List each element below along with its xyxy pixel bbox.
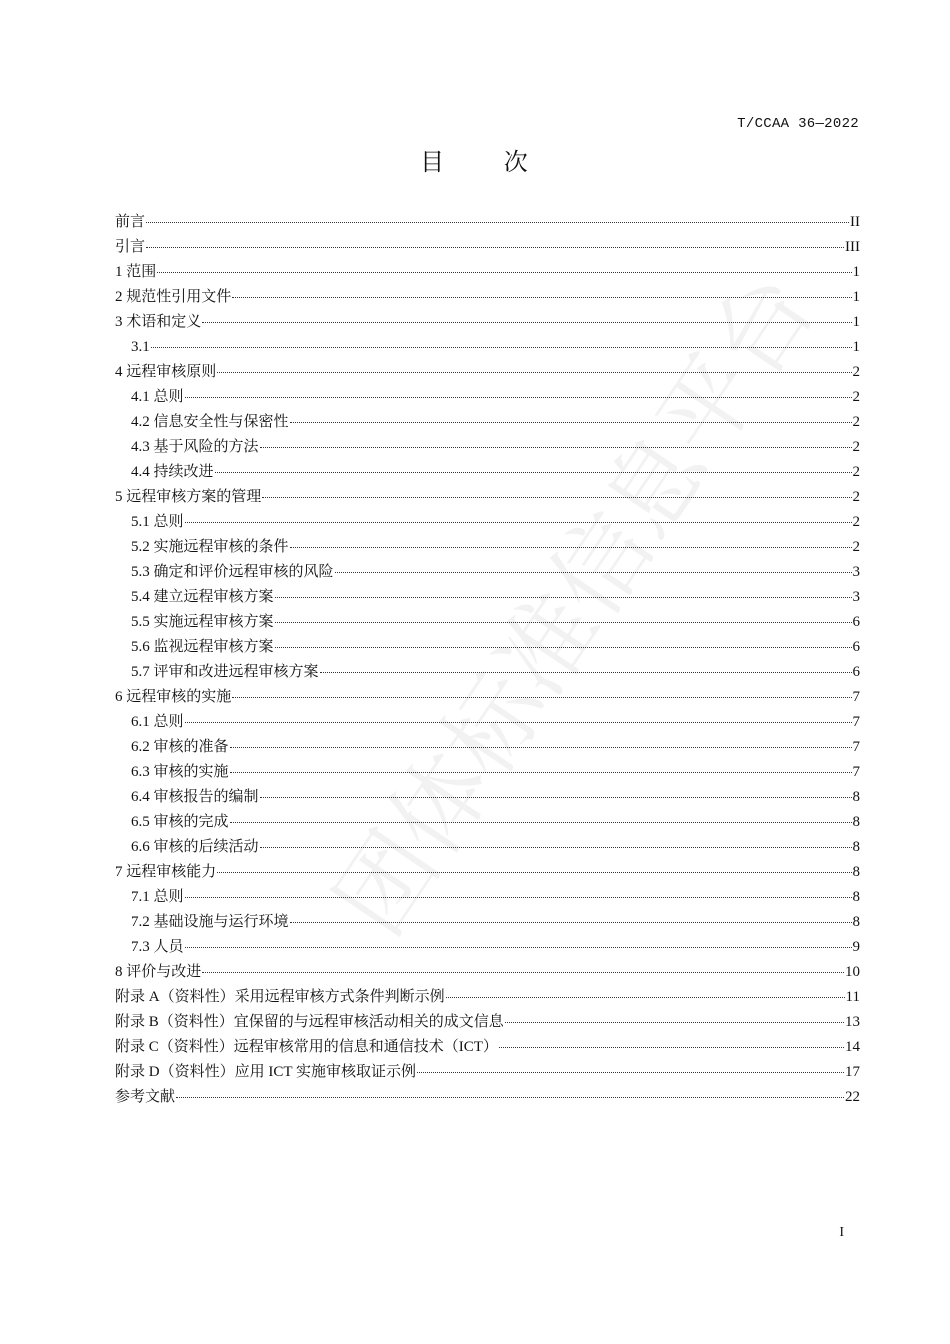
toc-entry-label: 3 术语和定义 (115, 314, 202, 330)
toc-entry-page: 22 (845, 1089, 860, 1105)
dot-leader (260, 846, 852, 848)
toc-entry-label: 7.1 总则 (131, 889, 184, 905)
dot-leader (275, 621, 852, 623)
toc-entry[interactable] (115, 360, 860, 385)
toc-entry[interactable] (115, 335, 860, 360)
standard-code: T/CCAA 36—2022 (737, 116, 859, 132)
toc-entry-page: 10 (845, 964, 860, 980)
toc-entry[interactable] (115, 660, 860, 685)
toc-entry-page: 1 (852, 314, 860, 330)
dot-leader (260, 796, 852, 798)
toc-entry-label: 6 远程审核的实施 (115, 689, 232, 705)
toc-entry[interactable] (115, 1060, 860, 1085)
dot-leader (230, 821, 852, 823)
toc-entry-page: III (845, 239, 860, 255)
dot-leader (275, 596, 852, 598)
dot-leader (260, 446, 852, 448)
dot-leader (185, 396, 852, 398)
toc-entry-label: 7.2 基础设施与运行环境 (131, 914, 289, 930)
toc-entry-label: 附录 B（资料性）宜保留的与远程审核活动相关的成文信息 (115, 1014, 504, 1030)
toc-entry[interactable] (115, 1035, 860, 1060)
toc-entry-label: 4.1 总则 (131, 389, 184, 405)
toc-entry[interactable] (115, 310, 860, 335)
toc-entry-label: 8 评价与改进 (115, 964, 202, 980)
dot-leader (146, 246, 844, 248)
dot-leader (275, 646, 852, 648)
toc-entry-page: 7 (852, 739, 860, 755)
toc-entry-page: 9 (852, 939, 860, 955)
toc-entry-page: 1 (852, 264, 860, 280)
toc-entry[interactable] (115, 210, 860, 235)
toc-entry[interactable] (115, 785, 860, 810)
toc-entry[interactable] (115, 560, 860, 585)
dot-leader (290, 546, 852, 548)
dot-leader (202, 971, 844, 973)
dot-leader (232, 296, 851, 298)
toc-entry-page: 8 (852, 839, 860, 855)
toc-entry[interactable] (115, 485, 860, 510)
toc-entry-page: 17 (845, 1064, 860, 1080)
toc-entry[interactable] (115, 985, 860, 1010)
toc-entry-page: 8 (852, 889, 860, 905)
toc-entry-page: 7 (852, 689, 860, 705)
dot-leader (232, 696, 851, 698)
toc-entry[interactable] (115, 285, 860, 310)
toc-entry-page: 8 (852, 789, 860, 805)
toc-entry[interactable] (115, 235, 860, 260)
toc-entry[interactable] (115, 710, 860, 735)
toc-entry-label: 7.3 人员 (131, 939, 184, 955)
toc-entry-label: 附录 D（资料性）应用 ICT 实施审核取证示例 (115, 1064, 416, 1080)
toc-entry[interactable] (115, 935, 860, 960)
toc-entry-page: 13 (845, 1014, 860, 1030)
table-of-contents (115, 210, 860, 1110)
toc-entry-page: 6 (852, 664, 860, 680)
toc-entry-label: 6.6 审核的后续活动 (131, 839, 259, 855)
toc-entry-label: 6.4 审核报告的编制 (131, 789, 259, 805)
dot-leader (217, 871, 851, 873)
toc-entry[interactable] (115, 1085, 860, 1110)
dot-leader (185, 521, 852, 523)
dot-leader (176, 1096, 844, 1098)
toc-entry-label: 4.2 信息安全性与保密性 (131, 414, 289, 430)
toc-entry[interactable] (115, 435, 860, 460)
toc-entry-label: 前言 (115, 214, 146, 230)
page-number: I (839, 1225, 844, 1240)
toc-entry-label: 附录 A（资料性）采用远程审核方式条件判断示例 (115, 989, 445, 1005)
dot-leader (215, 471, 852, 473)
toc-entry-page: 6 (852, 639, 860, 655)
toc-entry[interactable] (115, 635, 860, 660)
toc-entry-label: 4.3 基于风险的方法 (131, 439, 259, 455)
toc-entry[interactable] (115, 685, 860, 710)
toc-entry[interactable] (115, 585, 860, 610)
toc-entry[interactable] (115, 260, 860, 285)
toc-entry-label: 4.4 持续改进 (131, 464, 214, 480)
toc-entry-label: 4 远程审核原则 (115, 364, 217, 380)
dot-leader (185, 721, 852, 723)
toc-entry[interactable] (115, 860, 860, 885)
dot-leader (446, 996, 845, 998)
toc-entry-label: 7 远程审核能力 (115, 864, 217, 880)
toc-entry[interactable] (115, 835, 860, 860)
dot-leader (217, 371, 851, 373)
dot-leader (202, 321, 851, 323)
toc-entry-page: 2 (852, 539, 860, 555)
toc-entry[interactable] (115, 735, 860, 760)
toc-entry-page: 2 (852, 489, 860, 505)
dot-leader (417, 1071, 844, 1073)
toc-entry-page: 6 (852, 614, 860, 630)
toc-entry-page: 8 (852, 864, 860, 880)
toc-entry-page: 2 (852, 389, 860, 405)
dot-leader (230, 771, 852, 773)
toc-entry-page: 3 (852, 564, 860, 580)
toc-entry-label: 5.7 评审和改进远程审核方案 (131, 664, 319, 680)
toc-entry-page: 8 (852, 814, 860, 830)
dot-leader (320, 671, 852, 673)
dot-leader (290, 421, 852, 423)
toc-entry-page: 7 (852, 714, 860, 730)
toc-entry-page: 2 (852, 414, 860, 430)
toc-entry[interactable] (115, 1010, 860, 1035)
toc-entry-label: 5.5 实施远程审核方案 (131, 614, 274, 630)
dot-leader (146, 221, 849, 223)
dot-leader (335, 571, 852, 573)
toc-entry-label: 5 远程审核方案的管理 (115, 489, 262, 505)
toc-entry-page: 11 (845, 989, 860, 1005)
toc-entry-label: 5.3 确定和评价远程审核的风险 (131, 564, 334, 580)
dot-leader (185, 946, 852, 948)
toc-entry-label: 2 规范性引用文件 (115, 289, 232, 305)
watermark: 团体标准信息平台 (314, 254, 837, 955)
dot-leader (157, 271, 851, 273)
toc-entry-page: 7 (852, 764, 860, 780)
toc-entry[interactable] (115, 910, 860, 935)
toc-entry-label: 5.4 建立远程审核方案 (131, 589, 274, 605)
dot-leader (262, 496, 851, 498)
toc-entry-page: 14 (845, 1039, 860, 1055)
toc-entry-page: 2 (852, 464, 860, 480)
toc-entry-label: 6.1 总则 (131, 714, 184, 730)
toc-entry-page: 2 (852, 439, 860, 455)
toc-entry-page: 1 (852, 339, 860, 355)
toc-entry-page: 8 (852, 914, 860, 930)
dot-leader (185, 896, 852, 898)
toc-entry[interactable] (115, 535, 860, 560)
dot-leader (505, 1021, 844, 1023)
toc-entry-label: 参考文献 (115, 1089, 176, 1105)
toc-entry-page: 1 (852, 289, 860, 305)
dot-leader (151, 346, 852, 348)
toc-entry[interactable] (115, 610, 860, 635)
toc-entry-page: 3 (852, 589, 860, 605)
toc-entry[interactable] (115, 960, 860, 985)
dot-leader (230, 746, 852, 748)
toc-entry-label: 6.2 审核的准备 (131, 739, 229, 755)
dot-leader (290, 921, 852, 923)
toc-entry[interactable] (115, 760, 860, 785)
toc-entry-label: 5.6 监视远程审核方案 (131, 639, 274, 655)
toc-entry-page: 2 (852, 514, 860, 530)
toc-entry-label: 6.3 审核的实施 (131, 764, 229, 780)
toc-entry[interactable] (115, 385, 860, 410)
toc-entry-label: 附录 C（资料性）远程审核常用的信息和通信技术（ICT） (115, 1039, 498, 1055)
toc-entry[interactable] (115, 510, 860, 535)
toc-entry-label: 6.5 审核的完成 (131, 814, 229, 830)
toc-entry[interactable] (115, 810, 860, 835)
toc-entry[interactable] (115, 885, 860, 910)
toc-entry-label: 5.1 总则 (131, 514, 184, 530)
toc-entry-page: II (850, 214, 860, 230)
toc-entry[interactable] (115, 460, 860, 485)
toc-entry-label: 5.2 实施远程审核的条件 (131, 539, 289, 555)
dot-leader (499, 1046, 844, 1048)
toc-entry[interactable] (115, 410, 860, 435)
toc-entry-page: 2 (852, 364, 860, 380)
toc-entry-label: 引言 (115, 239, 146, 255)
toc-entry-label: 1 范围 (115, 264, 157, 280)
toc-entry-label: 3.1 (131, 339, 150, 355)
page-title: 目 次 (420, 148, 530, 176)
